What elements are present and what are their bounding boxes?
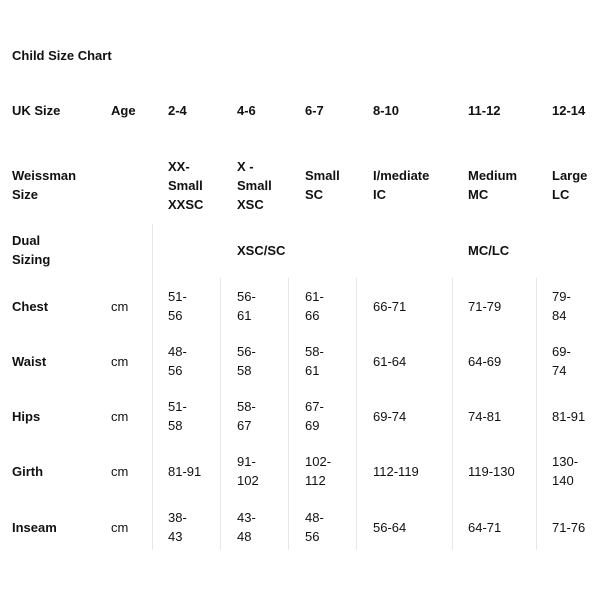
measurement-cell <box>305 342 324 380</box>
measurement-cell-line: 58 <box>168 418 183 433</box>
weissman-size-label <box>12 166 76 204</box>
row-unit-line: cm <box>111 463 129 479</box>
measurement-cell <box>305 397 324 435</box>
measurement-cell <box>468 297 501 316</box>
measurement-cell <box>468 352 501 371</box>
measurement-cell-line: 69 <box>305 418 320 433</box>
measurement-cell-line: 67 <box>237 418 252 433</box>
measurement-cell-line: 81-91 <box>552 408 586 424</box>
row-unit <box>111 297 128 316</box>
measurement-cell-line: 56- <box>237 289 256 304</box>
row-label-chest-line: Chest <box>12 298 49 314</box>
size-header-4 <box>468 101 501 120</box>
measurement-cell-line: 102 <box>237 473 259 488</box>
measurement-cell-line: 67- <box>305 399 324 414</box>
weissman-size-label-line: Weissman <box>12 168 77 183</box>
measurement-cell-line: 43 <box>168 529 183 544</box>
row-unit <box>111 352 128 371</box>
measurement-cell <box>468 462 515 481</box>
measurement-cell <box>552 342 571 380</box>
measurement-cell <box>373 518 406 537</box>
measurement-cell <box>305 287 324 325</box>
size-header-0 <box>168 101 187 120</box>
measurement-cell-line: 140 <box>552 473 574 488</box>
measurement-cell-line: 61-64 <box>373 353 407 369</box>
measurement-cell-line: 91- <box>237 454 256 469</box>
measurement-cell-line: 48- <box>168 344 187 359</box>
measurement-cell-line: 84 <box>552 308 567 323</box>
measurement-cell <box>305 452 331 490</box>
measurement-cell-line: 61 <box>305 363 320 378</box>
row-label-girth-line: Girth <box>12 463 44 479</box>
size-header-0-line: 2-4 <box>168 102 187 118</box>
column-divider <box>288 278 289 550</box>
row-label-hips-line: Hips <box>12 408 41 424</box>
weissman-size-4-line: MC <box>468 187 489 202</box>
dual-sizing-label-line: Sizing <box>12 252 51 267</box>
measurement-cell-line: 119-130 <box>468 463 515 479</box>
measurement-cell-line: 81-91 <box>168 463 202 479</box>
row-label-girth <box>12 462 43 481</box>
size-header-2 <box>305 101 324 120</box>
measurement-cell <box>468 407 501 426</box>
size-header-1 <box>237 101 256 120</box>
weissman-size-3 <box>373 166 429 204</box>
measurement-cell-line: 130- <box>552 454 579 469</box>
size-header-5-line: 12-14 <box>552 102 586 118</box>
chart-title: Child Size Chart <box>12 48 112 63</box>
measurement-cell-line: 66-71 <box>373 298 407 314</box>
row-unit-line: cm <box>111 519 129 535</box>
row-label-inseam <box>12 518 57 537</box>
measurement-cell-line: 64-71 <box>468 519 502 535</box>
measurement-cell-line: 69- <box>552 344 571 359</box>
measurement-cell-line: 38- <box>168 510 187 525</box>
weissman-size-label-line: Size <box>12 187 39 202</box>
measurement-cell <box>237 452 259 490</box>
row-label-waist-line: Waist <box>12 353 47 369</box>
measurement-cell <box>552 452 578 490</box>
weissman-size-1-line: Small <box>237 177 272 193</box>
measurement-cell-line: 74-81 <box>468 408 502 424</box>
measurement-cell <box>305 508 324 546</box>
row-label-chest <box>12 297 48 316</box>
column-divider <box>152 224 153 550</box>
column-divider <box>452 278 453 550</box>
measurement-cell <box>237 342 256 380</box>
size-header-3-line: 8-10 <box>373 102 400 118</box>
measurement-cell <box>468 518 501 537</box>
measurement-cell-line: 56 <box>168 363 183 378</box>
measurement-cell <box>168 462 201 481</box>
dual-group-0-line: XSC/SC <box>237 242 286 258</box>
weissman-size-5-line: LC <box>552 187 570 202</box>
size-header-3 <box>373 101 399 120</box>
row-unit-line: cm <box>111 298 129 314</box>
measurement-cell-line: 56- <box>237 344 256 359</box>
weissman-size-0-line: Small <box>168 177 203 193</box>
dual-group-1-line: MC/LC <box>468 242 510 258</box>
weissman-size-2-line: SC <box>305 187 324 202</box>
size-header-1-line: 4-6 <box>237 102 256 118</box>
measurement-cell <box>373 297 406 316</box>
measurement-cell-line: 48 <box>237 529 252 544</box>
measurement-cell-line: 58- <box>237 399 256 414</box>
measurement-cell-line: 51- <box>168 399 187 414</box>
row-unit-line: cm <box>111 353 129 369</box>
measurement-cell-line: 112 <box>305 473 326 488</box>
measurement-cell <box>552 407 585 426</box>
measurement-cell <box>237 508 256 546</box>
measurement-cell-line: 56 <box>305 529 320 544</box>
weissman-size-0-line: XXSC <box>168 196 204 212</box>
row-label-hips <box>12 407 40 426</box>
measurement-cell-line: 66 <box>305 308 320 323</box>
measurement-cell <box>168 397 187 435</box>
measurement-cell-line: 51- <box>168 289 187 304</box>
age-label <box>111 101 136 120</box>
weissman-size-1-line: XSC <box>237 196 264 212</box>
weissman-size-4-line: Medium <box>468 168 518 183</box>
measurement-cell <box>168 287 187 325</box>
measurement-cell-line: 58- <box>305 344 324 359</box>
weissman-size-0-line: XX- <box>168 158 190 174</box>
weissman-size-2-line: Small <box>305 168 340 183</box>
dual-sizing-label <box>12 231 50 269</box>
dual-group-0 <box>237 241 285 260</box>
measurement-cell-line: 61- <box>305 289 324 304</box>
row-unit <box>111 407 128 426</box>
measurement-cell-line: 58 <box>237 363 252 378</box>
dual-group-1 <box>468 241 509 260</box>
measurement-cell <box>168 508 187 546</box>
weissman-size-4 <box>468 166 517 204</box>
column-divider <box>356 278 357 550</box>
measurement-cell-line: 79- <box>552 289 571 304</box>
row-label-waist <box>12 352 46 371</box>
measurement-cell-line: 56 <box>168 308 183 323</box>
measurement-cell-line: 102- <box>305 454 332 469</box>
measurement-cell-line: 64-69 <box>468 353 502 369</box>
size-header-2-line: 6-7 <box>305 102 324 118</box>
measurement-cell <box>373 407 406 426</box>
uk-size-label <box>12 101 60 120</box>
weissman-size-1 <box>237 157 272 214</box>
measurement-cell <box>237 287 256 325</box>
measurement-cell-line: 71-79 <box>468 298 502 314</box>
row-unit <box>111 518 128 537</box>
measurement-cell-line: 71-76 <box>552 519 586 535</box>
weissman-size-5-line: Large <box>552 168 588 183</box>
row-unit <box>111 462 128 481</box>
measurement-cell-line: 56-64 <box>373 519 407 535</box>
measurement-cell <box>552 518 585 537</box>
weissman-size-2 <box>305 166 340 204</box>
size-header-4-line: 11-12 <box>468 102 501 118</box>
measurement-cell-line: 48- <box>305 510 324 525</box>
weissman-size-1-line: X - <box>237 158 254 174</box>
column-divider <box>220 278 221 550</box>
age-label-line: Age <box>111 102 136 118</box>
measurement-cell <box>373 462 419 481</box>
measurement-cell-line: 112-119 <box>373 463 419 479</box>
weissman-size-5 <box>552 166 587 204</box>
measurement-cell-line: 61 <box>237 308 252 323</box>
row-unit-line: cm <box>111 408 129 424</box>
measurement-cell-line: 74 <box>552 363 567 378</box>
weissman-size-0 <box>168 157 203 214</box>
measurement-cell <box>552 287 571 325</box>
column-divider <box>536 278 537 550</box>
row-label-inseam-line: Inseam <box>12 519 57 535</box>
measurement-cell-line: 43- <box>237 510 256 525</box>
measurement-cell <box>373 352 406 371</box>
measurement-cell <box>168 342 187 380</box>
uk-size-label-line: UK Size <box>12 102 61 118</box>
weissman-size-3-line: I/mediate <box>373 168 430 183</box>
size-header-5 <box>552 101 585 120</box>
weissman-size-3-line: IC <box>373 187 386 202</box>
dual-sizing-label-line: Dual <box>12 233 41 248</box>
measurement-cell <box>237 397 256 435</box>
measurement-cell-line: 69-74 <box>373 408 407 424</box>
